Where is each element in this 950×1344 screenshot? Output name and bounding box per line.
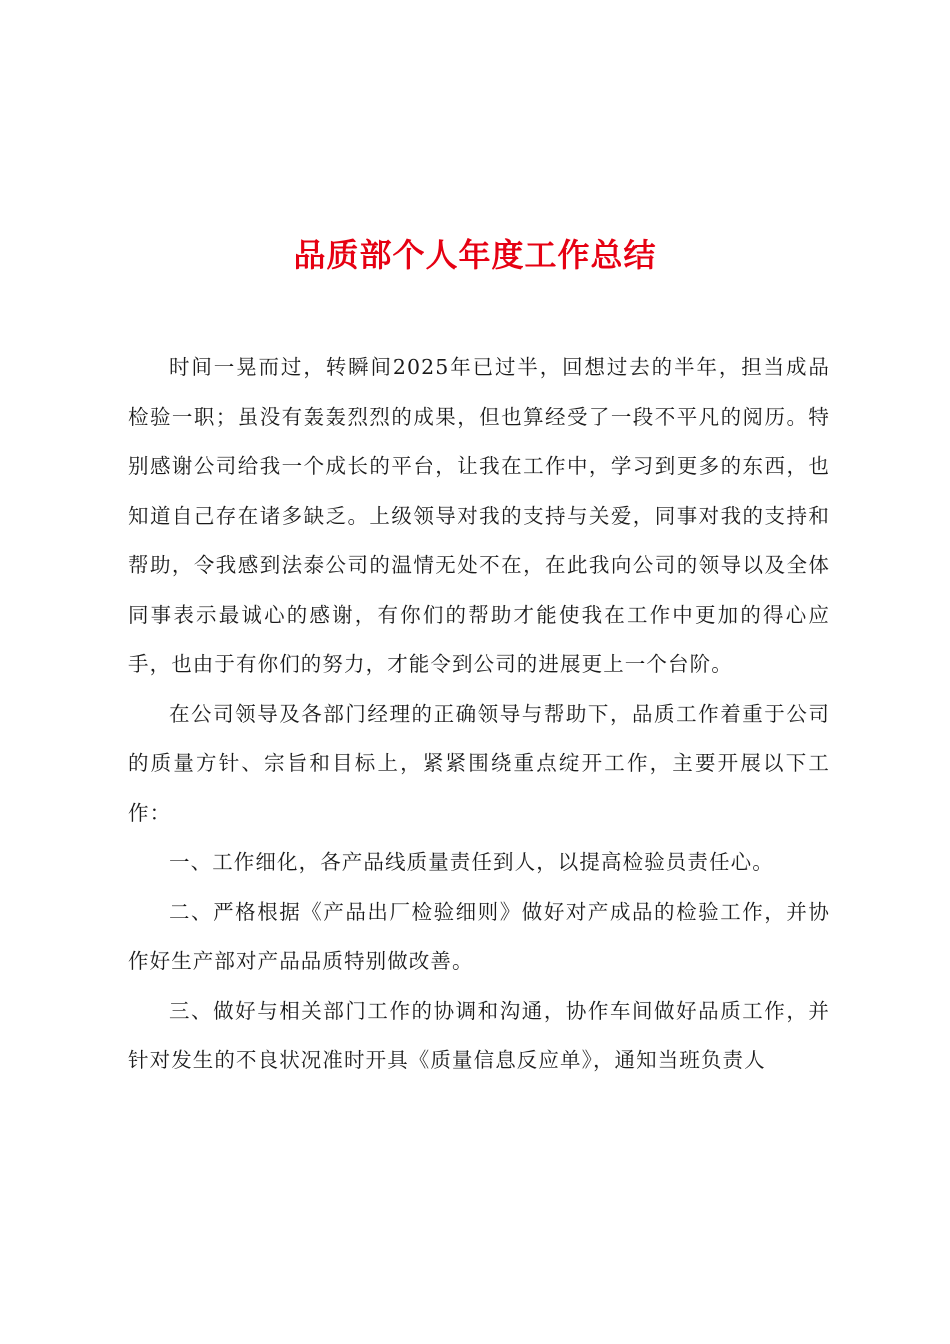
paragraph-overview: 在公司领导及各部门经理的正确领导与帮助下，品质工作着重于公司的质量方针、宗旨和目标上，紧紧围绕重点绽开工作，主要开展以下工作： bbox=[128, 701, 830, 825]
document-body bbox=[128, 343, 830, 1086]
paragraph-item-1: 一、工作细化，各产品线质量责任到人，以提高检验员责任心。 bbox=[169, 850, 774, 874]
paragraph-item-2: 二、严格根据《产品出厂检验细则》做好对产成品的检验工作，并协作好生产部对产品品质特别做改善。 bbox=[128, 899, 830, 973]
paragraph-item-3: 三、做好与相关部门工作的协调和沟通，协作车间做好品质工作，并针对发生的不良状况准时开具《质量信息反应单》，通知当班负责人 bbox=[128, 998, 830, 1072]
document-title: 品质部个人年度工作总结 bbox=[293, 236, 657, 275]
paragraph-intro: 时间一晃而过，转瞬间2025年已过半，回想过去的半年，担当成品检验一职；虽没有轰轰烈烈的成果，但也算经受了一段不平凡的阅历。特别感谢公司给我一个成长的平台，让我在工作中，学习到更多的东西，也知道自己存在诸多缺乏。上级领导对我的支持与关爱，同事对我的支持和帮助，令我感到法泰公司的温情无处不在，在此我向公司的领导以及全体同事表示最诚心的感谢，有你们的帮助才能使我在工作中更加的得心应手，也由于有你们的努力，才能令到公司的进展更上一个台阶。 bbox=[128, 355, 830, 676]
